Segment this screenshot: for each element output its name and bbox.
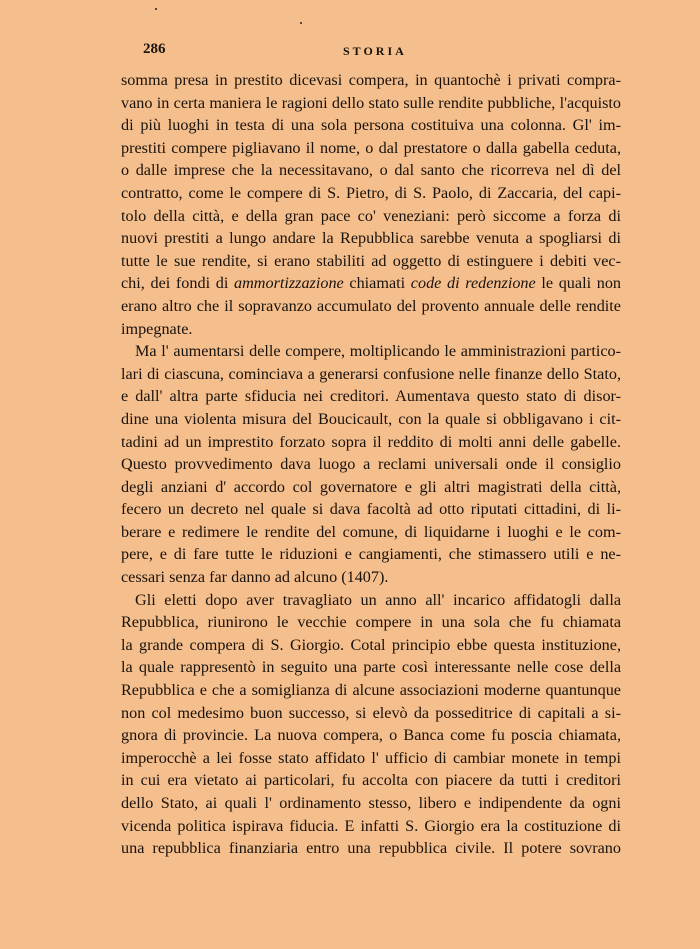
text-line: erano altro che il sopravanzo accumulato del provento annuale delle rendite — [121, 296, 621, 315]
text-line: Gli eletti dopo aver travagliato un anno all' incarico affidatogli dalla — [135, 590, 621, 609]
text-line: una repubblica finanziaria entro una repubblica civile. Il potere sovrano — [121, 839, 621, 858]
text-line: contratto, come le compere di S. Pietro, di S. Paolo, di Zaccaria, del capi- — [121, 183, 621, 202]
text-fragment: le quali non — [535, 274, 621, 293]
text-line: lari di ciascuna, cominciava a generarsi confusione nelle finanze dello Stato, — [121, 364, 621, 383]
text-line: gnora di provincie. La nuova compera, o Banca come fu poscia chiamata, — [121, 726, 621, 745]
text-line: nuovi prestiti a lungo andare la Repubblica sarebbe venuta a spogliarsi di — [121, 229, 621, 248]
text-line: somma presa in prestito dicevasi compera, in quantochè i privati compra- — [121, 71, 621, 89]
text-line: di più luoghi in testa di una sola persona costituiva una colonna. Gl' im- — [121, 116, 621, 135]
text-fragment: chiamati — [343, 274, 411, 293]
text-line: berare e redimere le rendite del comune, di liquidarne i luoghi e le com- — [121, 522, 621, 541]
text-line: vano in certa maniera le ragioni dello stato sulle rendite pubbliche, l'acquisto — [121, 93, 621, 112]
ink-speck — [155, 8, 157, 10]
text-line: Questo provvedimento dava luogo a reclami universali onde il consiglio — [121, 455, 621, 474]
text-line: cessari senza far danno ad alcuno (1407). — [121, 568, 389, 587]
text-line: imperocchè a lei fosse stato affidato l' ufficio di cambiar monete in tempi — [121, 748, 621, 767]
page-number: 286 — [143, 41, 166, 57]
italic-term: code di redenzione — [410, 274, 536, 293]
text-line: degli anziani d' accordo col governatore e gli altri magistrati della città, — [121, 477, 621, 496]
italic-term: ammortizzazione — [234, 274, 344, 293]
text-line: tutte le sue rendite, si erano stabiliti ad oggetto di estinguere i debiti vec- — [121, 251, 621, 270]
text-line: fecero un decreto nel quale si dava facoltà ad otto riputati cittadini, di li- — [121, 500, 621, 519]
text-fragment: chi, dei fondi di — [121, 274, 234, 293]
text-line: non col medesimo buon successo, si elevò da posseditrice di capitali a si- — [121, 703, 621, 722]
text-line: o dalle imprese che la necessitavano, o dal santo che ricorreva nel dì del — [121, 161, 621, 180]
text-line: tolo della città, e della gran pace co' veneziani: però siccome a forza di — [121, 206, 621, 225]
text-line: dello Stato, ai quali l' ordinamento stesso, libero e indipendente da ogni — [121, 794, 621, 812]
text-line: prestiti compere pigliavano il nome, o dal prestatore o dalla gabella ceduta, — [121, 138, 621, 157]
text-line — [121, 272, 621, 295]
body-text — [121, 69, 621, 860]
text-line: Repubblica e che a somiglianza di alcune associazioni moderne quantunque — [121, 681, 621, 700]
text-line: e dall' altra parte sfiducia nei creditori. Aumentava questo stato di disor- — [121, 387, 621, 406]
text-line: in cui era vietato ai particolari, fu accolta con piacere da tutti i creditori — [121, 771, 621, 790]
text-line: la quale rappresentò in seguito una parte così interessante nelle cose della — [121, 658, 621, 677]
text-line: dine una violenta misura del Boucicault, con la quale si obbligavano i cit- — [121, 409, 621, 428]
text-line: Ma l' aumentarsi delle compere, moltiplicando le amministrazioni partico- — [135, 342, 621, 361]
text-line: pere, e di fare tutte le riduzioni e cangiamenti, che stimassero utili e ne- — [121, 545, 621, 564]
text-line: vicenda politica ispirava fiducia. E infatti S. Giorgio era la costituzione di — [121, 816, 621, 835]
ink-speck — [300, 22, 302, 24]
running-head: STORIA — [343, 44, 407, 58]
text-line: tadini ad un imprestito forzato sopra il reddito di molti anni delle gabelle. — [121, 432, 621, 451]
text-line: impegnate. — [121, 319, 193, 338]
page-header — [143, 41, 625, 63]
text-line: la grande compera di S. Giorgio. Cotal principio ebbe questa instituzione, — [121, 635, 621, 654]
text-line: Repubblica, riunirono le vecchie compere in una sola che fu chiamata — [121, 613, 621, 632]
